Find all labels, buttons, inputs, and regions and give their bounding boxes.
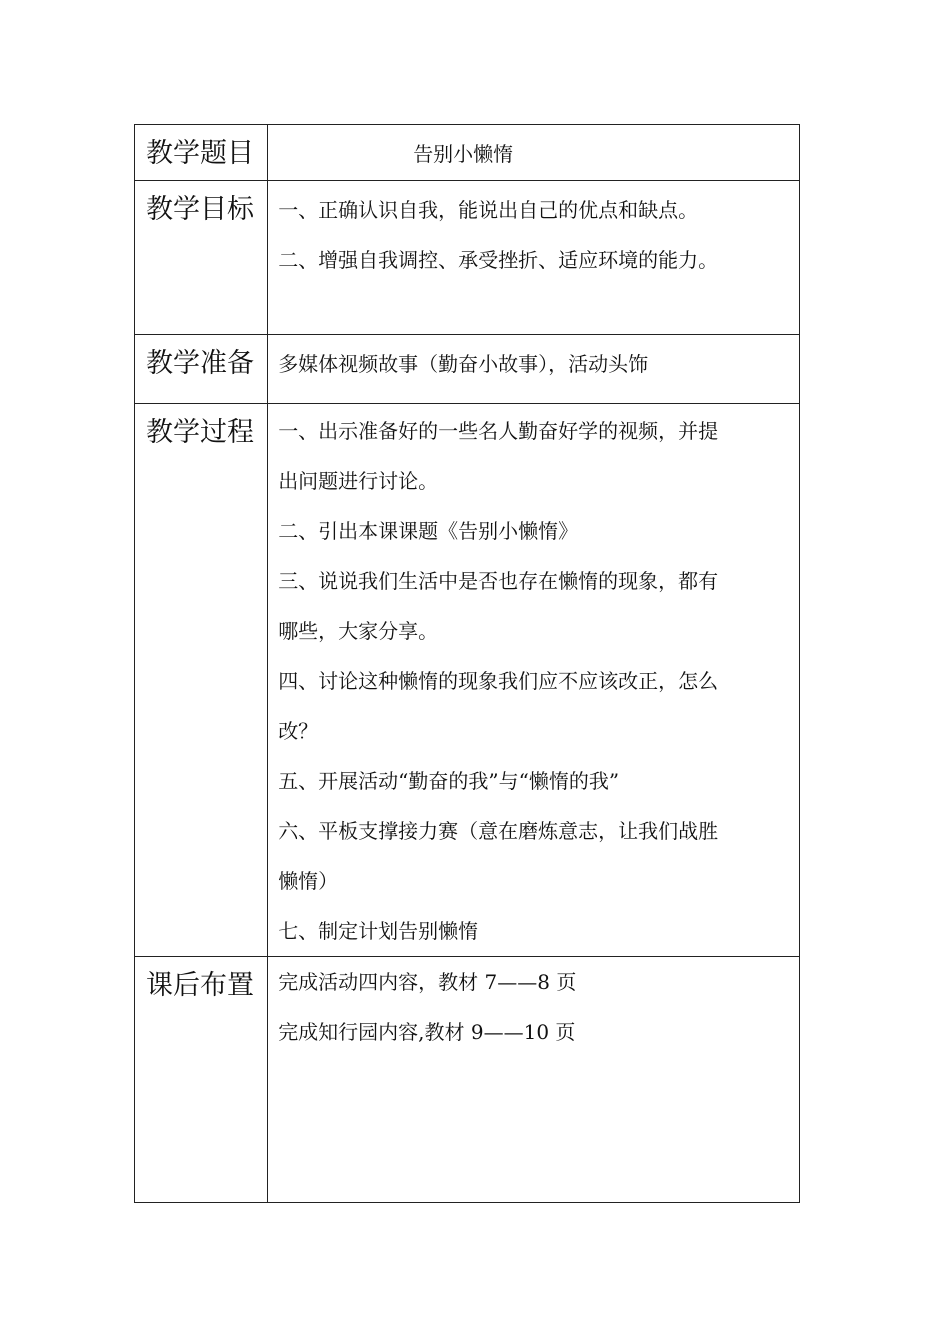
lesson-plan-table: [134, 124, 800, 1203]
row-label-process: 教学过程: [146, 417, 254, 448]
homework-content: [268, 957, 799, 1057]
process-line: 一、出示准备好的一些名人勤奋好学的视频，并提: [278, 419, 719, 443]
row-process: [135, 404, 800, 957]
process-line: 三、说说我们生活中是否也存在懒惰的现象，都有: [278, 569, 719, 593]
content-cell: [268, 957, 800, 1203]
process-line: 改？: [278, 719, 319, 743]
row-goals: [135, 181, 800, 335]
goal-line: 二、增强自我调控、承受挫折、适应环境的能力。: [278, 248, 719, 272]
content-cell: [268, 181, 800, 335]
process-line: 四、讨论这种懒惰的现象我们应不应该改正，怎么: [278, 669, 719, 693]
lesson-title: 告别小懒惰: [413, 142, 514, 166]
preparation-content: [268, 335, 799, 389]
content-cell: [268, 335, 800, 404]
process-line: 出问题进行讨论。: [278, 469, 439, 493]
row-label-homework: 课后布置: [146, 970, 254, 1001]
process-line: 七、制定计划告别懒惰: [278, 919, 479, 943]
row-preparation: [135, 335, 800, 404]
content-cell: [268, 404, 800, 957]
process-content: [268, 404, 799, 956]
label-cell: [135, 125, 268, 181]
homework-line: 完成活动四内容，教材 7——8 页: [278, 970, 577, 994]
content-cell: [268, 125, 800, 181]
preparation-line: 多媒体视频故事（勤奋小故事），活动头饰: [278, 352, 649, 376]
row-homework: [135, 957, 800, 1203]
row-topic: [135, 125, 800, 181]
process-line: 二、引出本课课题《告别小懒惰》: [278, 519, 579, 543]
label-cell: [135, 335, 268, 404]
label-cell: [135, 957, 268, 1203]
process-line: 六、平板支撑接力赛（意在磨炼意志，让我们战胜: [278, 819, 719, 843]
row-label-goals: 教学目标: [146, 194, 254, 225]
row-label-preparation: 教学准备: [146, 348, 254, 379]
row-label-topic: 教学题目: [146, 138, 254, 169]
process-line: 懒惰）: [278, 869, 339, 893]
label-cell: [135, 181, 268, 335]
process-line: 哪些，大家分享。: [278, 619, 439, 643]
goals-content: [268, 181, 799, 285]
goal-line: 一、正确认识自我，能说出自己的优点和缺点。: [278, 198, 699, 222]
homework-line: 完成知行园内容,教材 9——10 页: [278, 1020, 576, 1044]
process-line: 五、开展活动“勤奋的我”与“懒惰的我”: [278, 769, 620, 793]
label-cell: [135, 404, 268, 957]
